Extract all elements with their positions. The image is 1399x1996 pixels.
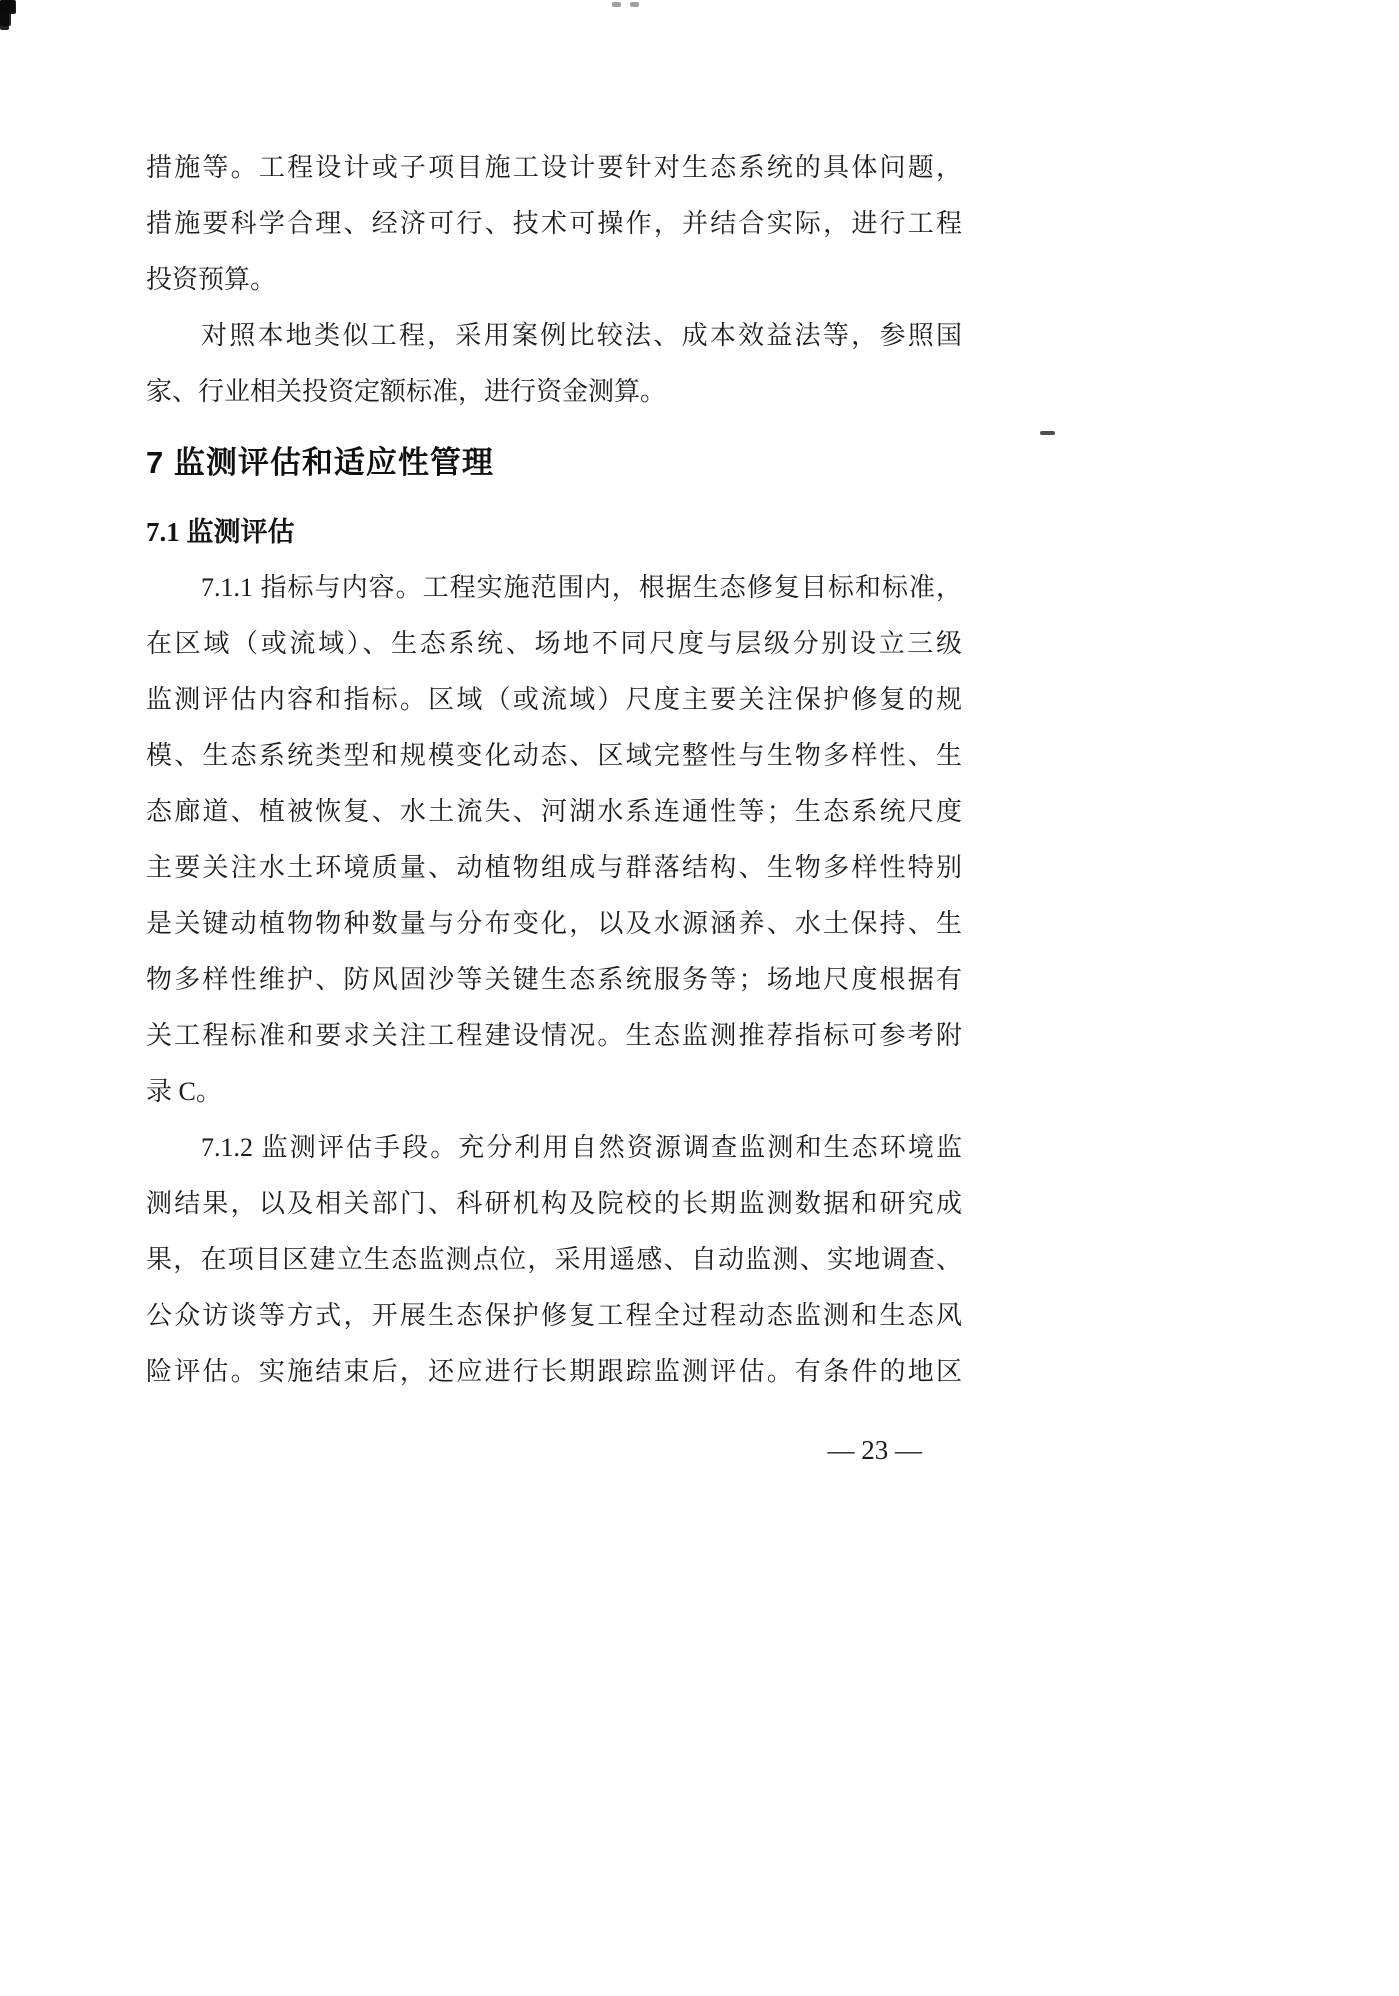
text-line: 监测评估内容和指标。区域（或流域）尺度主要关注保护修复的规 (146, 685, 962, 714)
text-line: 公众访谈等方式，开展生态保护修复工程全过程动态监测和生态风 (146, 1301, 962, 1330)
text-line: 对照本地类似工程，采用案例比较法、成本效益法等，参照国 (201, 321, 962, 350)
text-line: 险评估。实施结束后，还应进行长期跟踪监测评估。有条件的地区 (146, 1357, 962, 1386)
scan-artifact-left-edge (0, 0, 11, 26)
text-line: 主要关注水土环境质量、动植物组成与群落结构、生物多样性特别 (146, 853, 962, 882)
scan-speck (612, 2, 621, 7)
text-line: 措施等。工程设计或子项目施工设计要针对生态系统的具体问题， (146, 153, 962, 182)
text-line: 模、生态系统类型和规模变化动态、区域完整性与生物多样性、生 (146, 741, 962, 770)
text-line: 录 C。 (146, 1077, 222, 1106)
scan-speck (630, 2, 639, 7)
subsection-heading-7-1: 7.1 监测评估 (146, 517, 295, 547)
paragraph-continuation (146, 140, 962, 308)
text-line: 投资预算。 (146, 265, 277, 294)
text-line: 果，在项目区建立生态监测点位，采用遥感、自动监测、实地调查、 (146, 1245, 962, 1274)
paragraph-funding-estimation (146, 308, 962, 420)
text-line: 态廊道、植被恢复、水土流失、河湖水系连通性等；生态系统尺度 (146, 797, 962, 826)
text-line: 家、行业相关投资定额标准，进行资金测算。 (146, 377, 667, 406)
text-line: 物多样性维护、防风固沙等关键生态系统服务等；场地尺度根据有 (146, 965, 962, 994)
text-line: 7.1.2 监测评估手段。充分利用自然资源调查监测和生态环境监 (201, 1133, 962, 1162)
page-content (146, 140, 962, 1400)
paragraph-7-1-1 (146, 560, 962, 1120)
text-line: 7.1.1 指标与内容。工程实施范围内，根据生态修复目标和标准， (201, 573, 962, 602)
text-line: 是关键动植物物种数量与分布变化，以及水源涵养、水土保持、生 (146, 909, 962, 938)
text-line: 关工程标准和要求关注工程建设情况。生态监测推荐指标可参考附 (146, 1021, 962, 1050)
stray-dash-mark (1040, 431, 1055, 435)
section-heading-7: 7 监测评估和适应性管理 (146, 445, 494, 480)
paragraph-7-1-2 (146, 1120, 962, 1400)
text-line: 措施要科学合理、经济可行、技术可操作，并结合实际，进行工程 (146, 209, 962, 238)
text-line: 测结果，以及相关部门、科研机构及院校的长期监测数据和研究成 (146, 1189, 962, 1218)
text-line: 在区域（或流域）、生态系统、场地不同尺度与层级分别设立三级 (146, 629, 962, 658)
page-number: — 23 — (827, 1435, 922, 1465)
